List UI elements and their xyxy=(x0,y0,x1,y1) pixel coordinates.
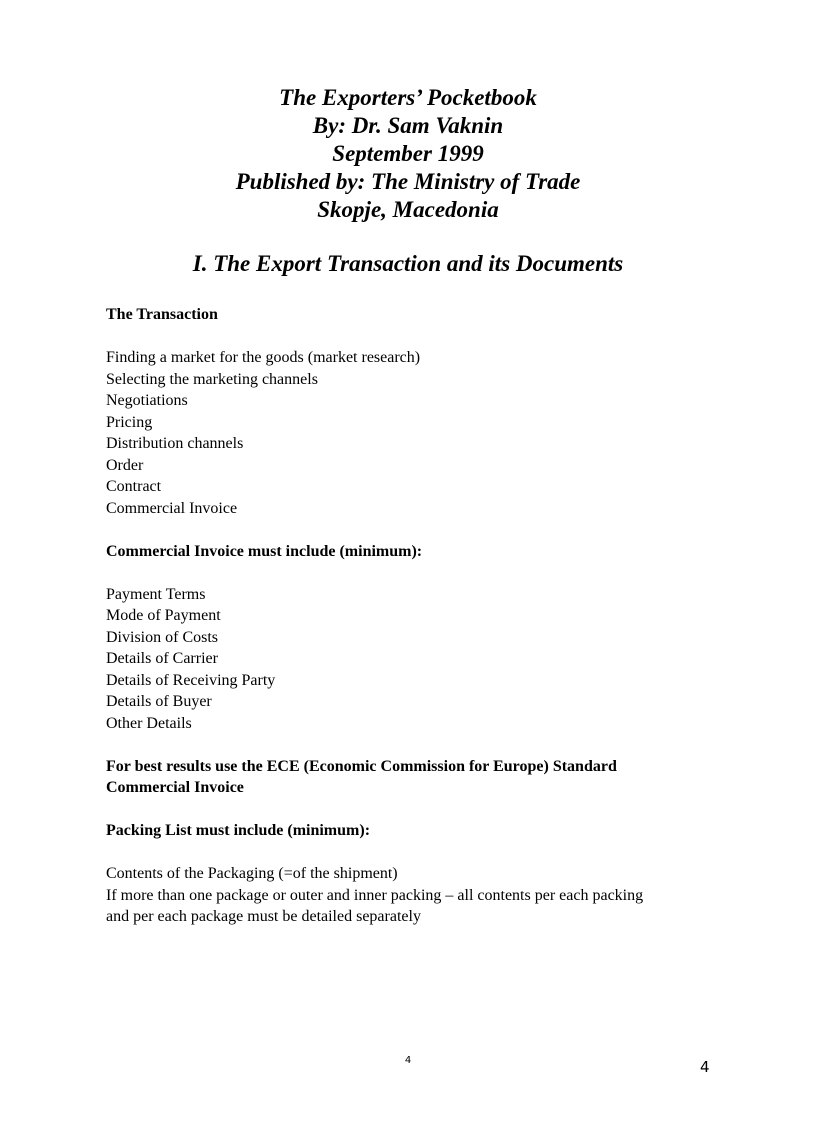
list-item: Contents of the Packaging (=of the shipment) xyxy=(106,865,398,882)
list-item: and per each package must be detailed separately xyxy=(106,908,421,925)
list-item: Finding a market for the goods (market research) xyxy=(106,349,421,366)
list-item: Selecting the marketing channels xyxy=(106,370,318,388)
list-item: If more than one package or outer and inner packing – all contents per each packing xyxy=(106,886,644,904)
author-line: By: Dr. Sam Vaknin xyxy=(312,113,504,138)
chapter-title: I. The Export Transaction and its Documents xyxy=(192,251,624,276)
document-title-block xyxy=(0,84,816,224)
page-number-right: 4 xyxy=(700,1058,710,1076)
list-item: Contract xyxy=(106,478,162,495)
section-heading-packing: Packing List must include (minimum): xyxy=(106,822,371,839)
list-item: Distribution channels xyxy=(106,435,244,452)
location-line: Skopje, Macedonia xyxy=(317,197,499,222)
ece-note-line-2: Commercial Invoice xyxy=(106,779,244,796)
list-item: Details of Buyer xyxy=(106,693,212,710)
list-item: Payment Terms xyxy=(106,585,206,603)
page-number-center: 4 xyxy=(404,1055,412,1066)
list-item: Details of Receiving Party xyxy=(106,671,276,689)
list-item: Details of Carrier xyxy=(106,650,218,667)
document-body xyxy=(106,304,726,928)
book-title: The Exporters’ Pocketbook xyxy=(279,85,537,110)
list-item: Pricing xyxy=(106,413,153,431)
list-item: Mode of Payment xyxy=(106,607,221,624)
list-item: Order xyxy=(106,456,144,474)
ece-note-line-1: For best results use the ECE (Economic Commission for Europe) Standard xyxy=(106,757,617,775)
list-item: Commercial Invoice xyxy=(106,499,238,517)
list-item: Division of Costs xyxy=(106,628,219,646)
list-item: Other Details xyxy=(106,714,192,732)
date-line: September 1999 xyxy=(332,141,484,166)
publisher-line: Published by: The Ministry of Trade xyxy=(235,169,581,194)
section-heading-invoice: Commercial Invoice must include (minimum): xyxy=(106,542,423,560)
list-item: Negotiations xyxy=(106,392,188,409)
section-heading-transaction: The Transaction xyxy=(106,306,218,323)
